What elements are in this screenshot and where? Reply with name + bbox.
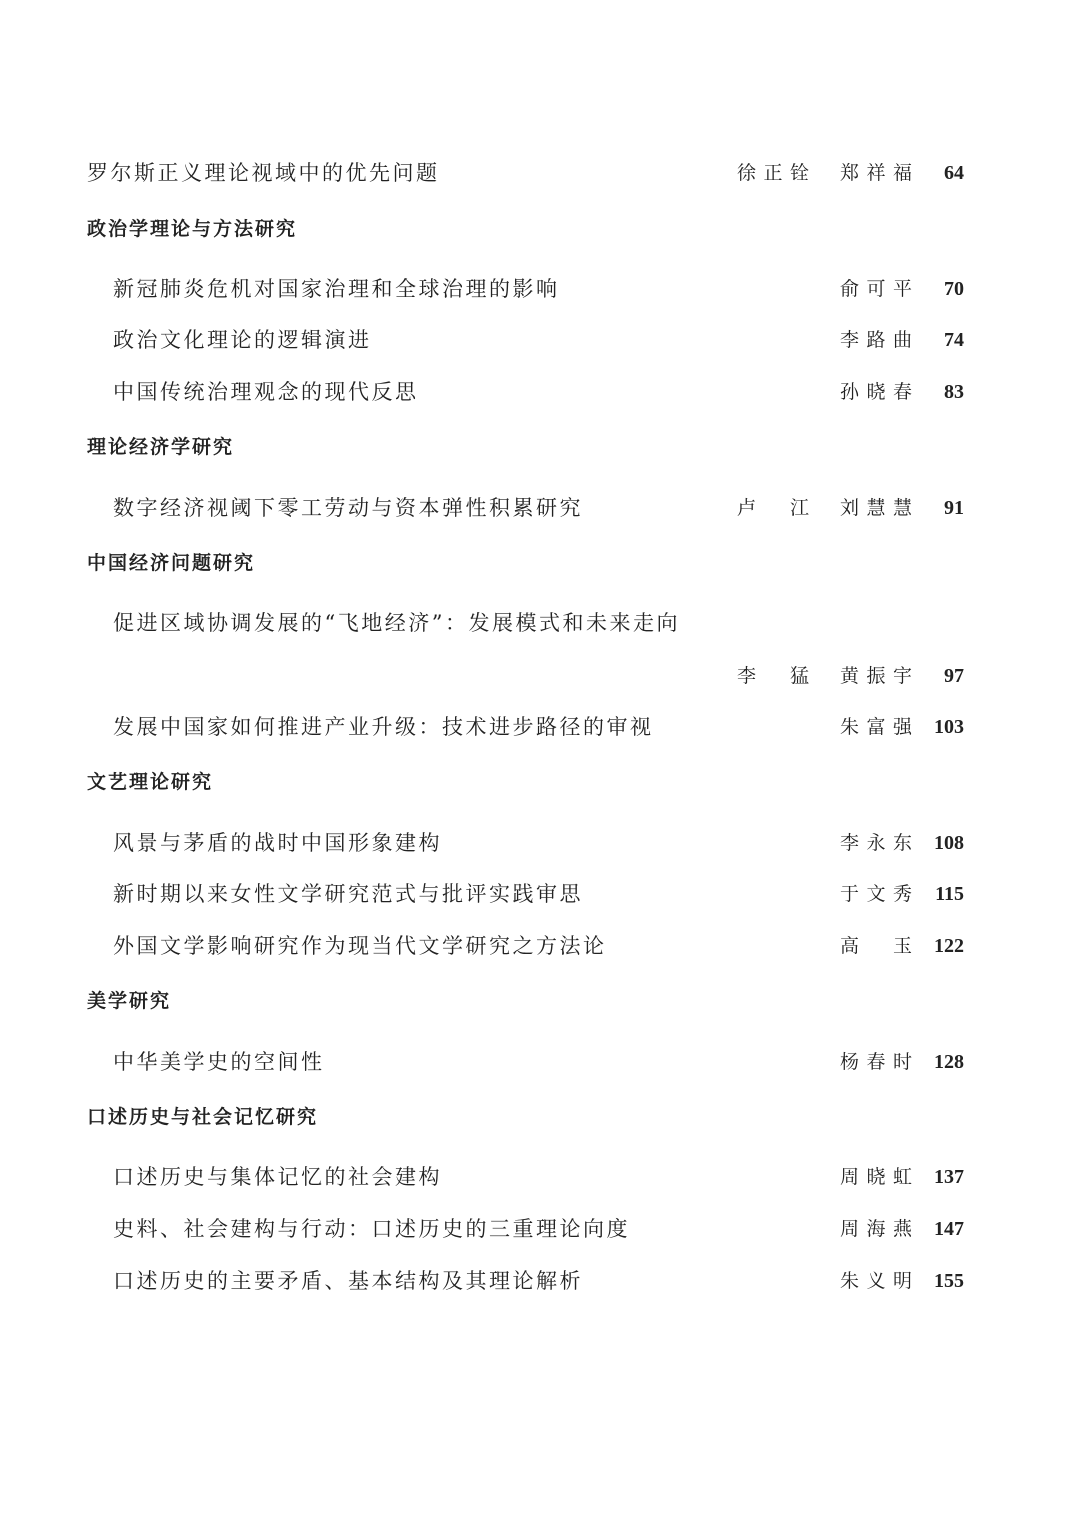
author-name: 刘 慧 慧 (840, 497, 912, 519)
article-title: 发展中国家如何推进产业升级：技术进步路径的审视 (113, 715, 654, 739)
page-number: 64 (944, 162, 964, 184)
article-title: 口述历史与集体记忆的社会建构 (113, 1165, 442, 1189)
page-number: 122 (934, 935, 964, 957)
toc-entry (0, 372, 1080, 412)
author-name: 朱 义 明 (840, 1270, 912, 1292)
article-title: 新冠肺炎危机对国家治理和全球治理的影响 (113, 277, 560, 301)
article-title: 促进区域协调发展的“飞地经济”：发展模式和未来走向 (113, 611, 680, 635)
page-number: 91 (944, 497, 964, 519)
toc-entry (0, 926, 1080, 966)
toc-entry (0, 153, 1080, 193)
section-heading: 政治学理论与方法研究 (87, 218, 298, 240)
author-name: 郑 祥 福 (840, 162, 912, 184)
author-name: 徐 正 铨 (737, 162, 809, 184)
page-number: 115 (935, 883, 964, 905)
toc-entry (0, 269, 1080, 309)
toc-entry (0, 603, 1080, 643)
page-number: 70 (944, 278, 964, 300)
toc-entry (0, 656, 1080, 696)
toc-entry (0, 874, 1080, 914)
article-title: 中国传统治理观念的现代反思 (113, 380, 419, 404)
section-heading: 理论经济学研究 (87, 436, 235, 458)
section-row (0, 543, 1080, 583)
toc-entry (0, 1042, 1080, 1082)
page-number: 74 (944, 329, 964, 351)
author-name: 杨 春 时 (840, 1051, 912, 1073)
toc-entry (0, 707, 1080, 747)
author-name: 周 晓 虹 (840, 1166, 912, 1188)
toc-entry (0, 823, 1080, 863)
author-name: 朱 富 强 (840, 716, 912, 738)
article-title: 新时期以来女性文学研究范式与批评实践审思 (113, 882, 583, 906)
article-title: 数字经济视阈下零工劳动与资本弹性积累研究 (113, 496, 583, 520)
author-name: 周 海 燕 (840, 1218, 912, 1240)
toc-entry (0, 1209, 1080, 1249)
article-title: 口述历史的主要矛盾、基本结构及其理论解析 (113, 1269, 583, 1293)
section-heading: 中国经济问题研究 (87, 552, 256, 574)
section-row (0, 762, 1080, 802)
article-title: 罗尔斯正义理论视域中的优先问题 (87, 161, 440, 185)
author-name: 李 永 东 (840, 832, 912, 854)
section-row (0, 1097, 1080, 1137)
page-number: 103 (934, 716, 964, 738)
toc-entry (0, 1157, 1080, 1197)
section-heading: 文艺理论研究 (87, 771, 214, 793)
page-number: 128 (934, 1051, 964, 1073)
article-title: 中华美学史的空间性 (113, 1050, 325, 1074)
toc-entry (0, 488, 1080, 528)
author-name: 卢 江 (737, 497, 809, 519)
page-number: 147 (934, 1218, 964, 1240)
author-name: 于 文 秀 (840, 883, 912, 905)
page-number: 97 (944, 665, 964, 687)
page-number: 137 (934, 1166, 964, 1188)
section-row (0, 427, 1080, 467)
toc-entry (0, 1261, 1080, 1301)
author-name: 李 路 曲 (840, 329, 912, 351)
section-heading: 口述历史与社会记忆研究 (87, 1106, 319, 1128)
article-title: 风景与茅盾的战时中国形象建构 (113, 831, 442, 855)
author-name: 孙 晓 春 (840, 381, 912, 403)
article-title: 外国文学影响研究作为现当代文学研究之方法论 (113, 934, 607, 958)
toc-entry (0, 320, 1080, 360)
page-number: 108 (934, 832, 964, 854)
page-number: 83 (944, 381, 964, 403)
author-name: 黄 振 宇 (840, 665, 912, 687)
author-name: 高 玉 (840, 935, 912, 957)
section-heading: 美学研究 (87, 990, 172, 1012)
article-title: 政治文化理论的逻辑演进 (113, 328, 372, 352)
article-title: 史料、社会建构与行动：口述历史的三重理论向度 (113, 1217, 630, 1241)
section-row (0, 209, 1080, 249)
author-name: 俞 可 平 (840, 278, 912, 300)
author-name: 李 猛 (737, 665, 809, 687)
page-number: 155 (934, 1270, 964, 1292)
section-row (0, 981, 1080, 1021)
